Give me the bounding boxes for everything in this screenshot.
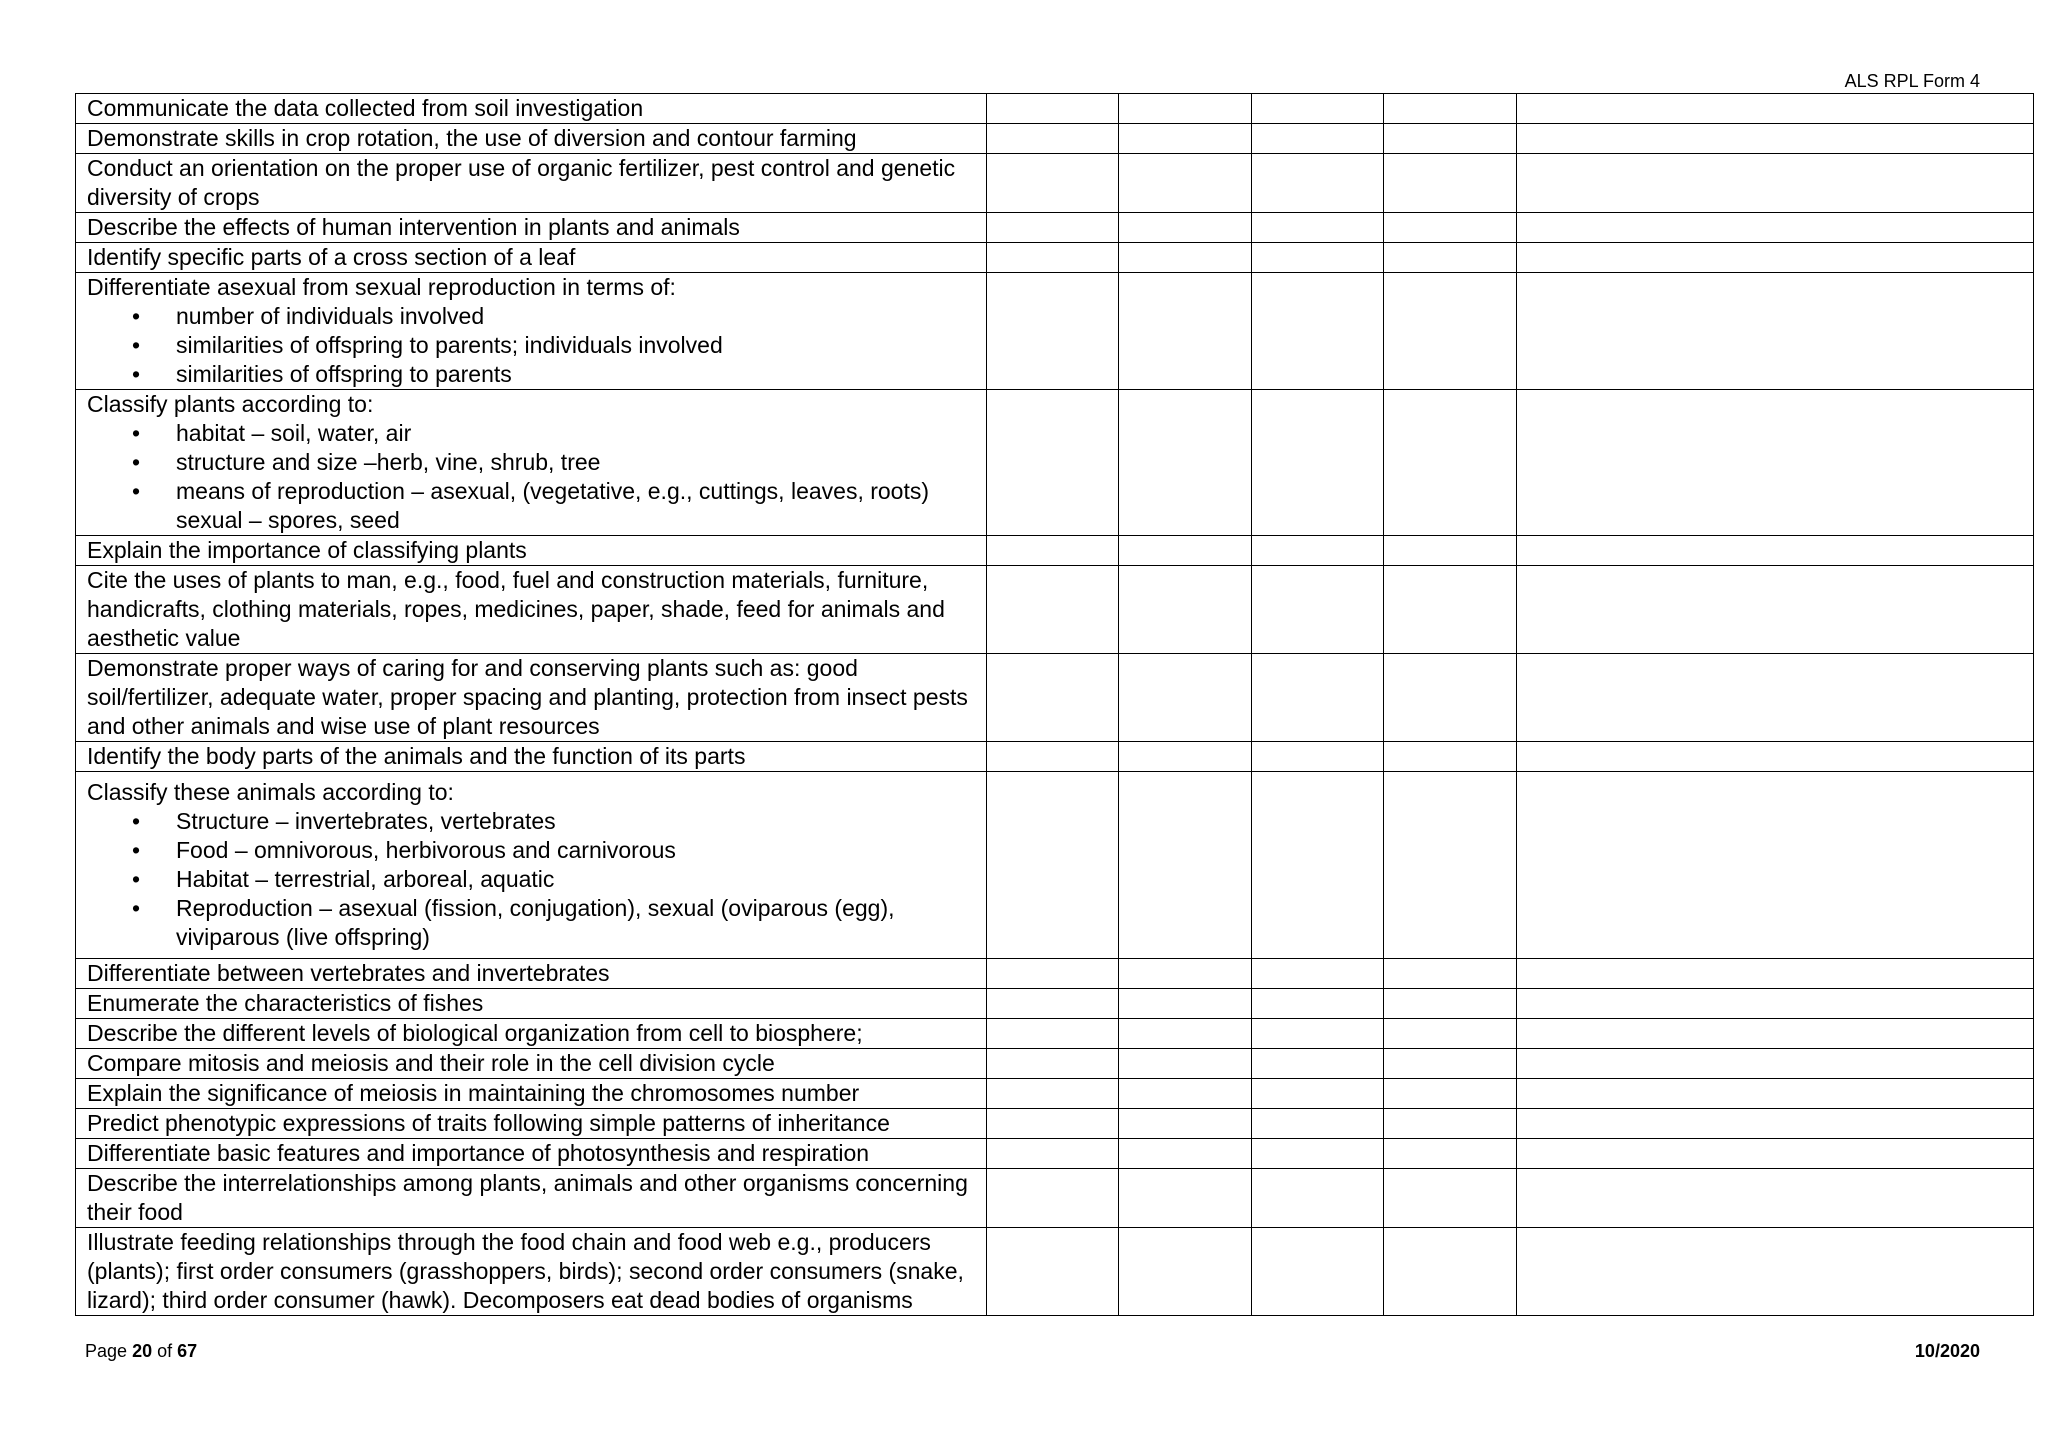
rating-cell: [987, 536, 1119, 566]
rating-cell: [1517, 772, 2034, 959]
rating-cell: [1384, 1139, 1517, 1169]
rating-cell: [1252, 243, 1384, 273]
rating-cell: [1517, 1049, 2034, 1079]
rating-cell: [1517, 1169, 2034, 1228]
competency-text: Differentiate asexual from sexual reproduction in terms of:: [87, 274, 676, 300]
competency-text: Describe the different levels of biological organization from cell to biosphere;: [87, 1020, 863, 1046]
bullet-list: [87, 302, 976, 389]
rating-cell: [1119, 273, 1252, 390]
competency-text: Describe the effects of human intervention in plants and animals: [87, 214, 740, 240]
rating-cell: [1119, 1049, 1252, 1079]
rating-cell: [1384, 213, 1517, 243]
rating-cell: [1119, 742, 1252, 772]
rating-cell: [987, 390, 1119, 536]
bullet-item: • number of individuals involved: [176, 302, 976, 331]
rating-cell: [1119, 1019, 1252, 1049]
rating-cell: [1252, 1169, 1384, 1228]
table-row: [76, 154, 2034, 213]
competency-cell: [76, 654, 987, 742]
rating-cell: [1119, 654, 1252, 742]
rating-cell: [1119, 1228, 1252, 1316]
table-row: [76, 213, 2034, 243]
rating-cell: [987, 1109, 1119, 1139]
bullet-list: [87, 807, 976, 952]
table-row: [76, 536, 2034, 566]
rating-cell: [1517, 959, 2034, 989]
competency-cell: [76, 1049, 987, 1079]
competency-cell: [76, 1109, 987, 1139]
rating-cell: [987, 989, 1119, 1019]
rating-cell: [1252, 390, 1384, 536]
bullet-item: • Reproduction – asexual (fission, conjugation), sexual (oviparous (egg), viviparous (live offspring): [176, 894, 976, 952]
rating-cell: [987, 243, 1119, 273]
competency-cell: [76, 772, 987, 959]
rating-cell: [1252, 742, 1384, 772]
rating-cell: [1384, 94, 1517, 124]
competency-text: Demonstrate proper ways of caring for and conserving plants such as: good soil/fertilizer, adequate water, proper spacing and planting, protection from insect pests and other animals and wise use of plant resources: [87, 655, 968, 739]
rating-cell: [1252, 1079, 1384, 1109]
rating-cell: [1252, 1228, 1384, 1316]
competency-cell: [76, 94, 987, 124]
competency-cell: [76, 1228, 987, 1316]
rating-cell: [1384, 566, 1517, 654]
competency-text: Classify plants according to:: [87, 391, 374, 417]
bullet-item: • habitat – soil, water, air: [176, 419, 976, 448]
rating-cell: [1517, 273, 2034, 390]
rating-cell: [1252, 273, 1384, 390]
rating-cell: [1384, 1079, 1517, 1109]
rating-cell: [1119, 390, 1252, 536]
competency-cell: [76, 213, 987, 243]
table-row: [76, 989, 2034, 1019]
table-row: [76, 1169, 2034, 1228]
table-row: [76, 243, 2034, 273]
bullet-item: • similarities of offspring to parents; individuals involved: [176, 331, 976, 360]
competency-cell: [76, 154, 987, 213]
competency-text: Explain the importance of classifying plants: [87, 537, 527, 563]
bullet-item: • Habitat – terrestrial, arboreal, aquatic: [176, 865, 976, 894]
table-row: [76, 959, 2034, 989]
table-row: [76, 1049, 2034, 1079]
rating-cell: [1252, 124, 1384, 154]
competency-cell: [76, 989, 987, 1019]
rating-cell: [1119, 1109, 1252, 1139]
competency-text: Predict phenotypic expressions of traits following simple patterns of inheritance: [87, 1110, 890, 1136]
rating-cell: [987, 1169, 1119, 1228]
competency-text: Identify specific parts of a cross section of a leaf: [87, 244, 576, 270]
bullet-item: • means of reproduction – asexual, (vegetative, e.g., cuttings, leaves, roots) sexual – spores, seed: [176, 477, 976, 535]
competency-cell: [76, 1079, 987, 1109]
rating-cell: [1252, 94, 1384, 124]
competency-table: [75, 93, 2034, 1316]
rating-cell: [987, 772, 1119, 959]
rating-cell: [987, 213, 1119, 243]
rating-cell: [1517, 1079, 2034, 1109]
rating-cell: [1252, 213, 1384, 243]
competency-text: Differentiate between vertebrates and invertebrates: [87, 960, 610, 986]
table-row: [76, 390, 2034, 536]
competency-cell: [76, 1169, 987, 1228]
rating-cell: [987, 566, 1119, 654]
rating-cell: [1252, 1049, 1384, 1079]
competency-cell: [76, 124, 987, 154]
rating-cell: [1517, 1139, 2034, 1169]
competency-text: Demonstrate skills in crop rotation, the use of diversion and contour farming: [87, 125, 857, 151]
competency-cell: [76, 243, 987, 273]
rating-cell: [1384, 390, 1517, 536]
rating-cell: [1252, 654, 1384, 742]
rating-cell: [1384, 1049, 1517, 1079]
rating-cell: [1252, 1109, 1384, 1139]
rating-cell: [1119, 566, 1252, 654]
table-row: [76, 1139, 2034, 1169]
competency-cell: [76, 566, 987, 654]
form-label: ALS RPL Form 4: [1844, 71, 1980, 91]
competency-text: Classify these animals according to:: [87, 779, 454, 805]
rating-cell: [1384, 273, 1517, 390]
rating-cell: [1517, 94, 2034, 124]
competency-text: Communicate the data collected from soil investigation: [87, 95, 644, 121]
bullet-item: • structure and size –herb, vine, shrub, tree: [176, 448, 976, 477]
competency-text: Cite the uses of plants to man, e.g., food, fuel and construction materials, furniture, handicrafts, clothing materials, ropes, medicines, paper, shade, feed for animals and aesthetic value: [87, 567, 945, 651]
rating-cell: [987, 154, 1119, 213]
table-row: [76, 772, 2034, 959]
rating-cell: [1119, 154, 1252, 213]
table-row: [76, 566, 2034, 654]
rating-cell: [1384, 1169, 1517, 1228]
competency-cell: [76, 273, 987, 390]
rating-cell: [1119, 772, 1252, 959]
rating-cell: [1252, 536, 1384, 566]
table-row: [76, 1228, 2034, 1316]
competency-text: Illustrate feeding relationships through the food chain and food web e.g., producers (plants); first order consumers (grasshoppers, birds); second order consumers (snake, lizard); third order consumer (hawk). Decomposers eat dead bodies of organisms: [87, 1229, 964, 1313]
rating-cell: [1252, 154, 1384, 213]
bullet-item: • Structure – invertebrates, vertebrates: [176, 807, 976, 836]
rating-cell: [1384, 536, 1517, 566]
competency-cell: [76, 1019, 987, 1049]
rating-cell: [1252, 772, 1384, 959]
rating-cell: [1384, 1109, 1517, 1139]
rating-cell: [1384, 654, 1517, 742]
bullet-item: • similarities of offspring to parents: [176, 360, 976, 389]
table-row: [76, 1109, 2034, 1139]
rating-cell: [987, 959, 1119, 989]
competency-table-body: [76, 94, 2034, 1316]
rating-cell: [1252, 959, 1384, 989]
rating-cell: [1384, 1228, 1517, 1316]
table-row: [76, 742, 2034, 772]
rating-cell: [1517, 989, 2034, 1019]
table-row: [76, 124, 2034, 154]
rating-cell: [1252, 566, 1384, 654]
table-row: [76, 1019, 2034, 1049]
bullet-list: [87, 419, 976, 535]
competency-text: Compare mitosis and meiosis and their role in the cell division cycle: [87, 1050, 775, 1076]
table-row: [76, 654, 2034, 742]
page-of: of: [157, 1341, 173, 1361]
rating-cell: [1517, 742, 2034, 772]
competency-text: Describe the interrelationships among plants, animals and other organisms concerning their food: [87, 1170, 968, 1225]
rating-cell: [987, 1019, 1119, 1049]
rating-cell: [1384, 772, 1517, 959]
rating-cell: [987, 124, 1119, 154]
bullet-item: • Food – omnivorous, herbivorous and carnivorous: [176, 836, 976, 865]
rating-cell: [1384, 154, 1517, 213]
rating-cell: [1517, 536, 2034, 566]
competency-text: Enumerate the characteristics of fishes: [87, 990, 484, 1016]
rating-cell: [1517, 243, 2034, 273]
rating-cell: [1384, 124, 1517, 154]
revision-date: 10/2020: [1914, 1341, 1980, 1361]
rating-cell: [1119, 213, 1252, 243]
table-row: [76, 1079, 2034, 1109]
competency-text: Explain the significance of meiosis in maintaining the chromosomes number: [87, 1080, 860, 1106]
competency-cell: [76, 536, 987, 566]
rating-cell: [1517, 1228, 2034, 1316]
rating-cell: [987, 1139, 1119, 1169]
competency-cell: [76, 959, 987, 989]
rating-cell: [1384, 243, 1517, 273]
rating-cell: [1119, 536, 1252, 566]
rating-cell: [987, 94, 1119, 124]
rating-cell: [1119, 989, 1252, 1019]
competency-text: Conduct an orientation on the proper use of organic fertilizer, pest control and genetic diversity of crops: [87, 155, 956, 210]
rating-cell: [1517, 124, 2034, 154]
rating-cell: [1119, 94, 1252, 124]
rating-cell: [1119, 1139, 1252, 1169]
page-prefix: Page: [85, 1341, 128, 1361]
rating-cell: [1252, 989, 1384, 1019]
competency-text: Identify the body parts of the animals and the function of its parts: [87, 743, 746, 769]
rating-cell: [1119, 959, 1252, 989]
rating-cell: [1384, 959, 1517, 989]
rating-cell: [1252, 1019, 1384, 1049]
rating-cell: [1119, 243, 1252, 273]
rating-cell: [1384, 1019, 1517, 1049]
rating-cell: [987, 654, 1119, 742]
rating-cell: [987, 1049, 1119, 1079]
rating-cell: [1384, 742, 1517, 772]
rating-cell: [1517, 154, 2034, 213]
current-page: 20: [132, 1341, 153, 1361]
total-pages: 67: [177, 1341, 198, 1361]
rating-cell: [1517, 654, 2034, 742]
rating-cell: [987, 273, 1119, 390]
rating-cell: [1517, 1109, 2034, 1139]
rating-cell: [1119, 124, 1252, 154]
rating-cell: [1517, 1019, 2034, 1049]
rating-cell: [987, 1079, 1119, 1109]
table-row: [76, 273, 2034, 390]
rating-cell: [1517, 213, 2034, 243]
rating-cell: [987, 1228, 1119, 1316]
rating-cell: [1517, 390, 2034, 536]
competency-cell: [76, 742, 987, 772]
rating-cell: [1517, 566, 2034, 654]
page-number: [85, 1340, 197, 1362]
competency-cell: [76, 390, 987, 536]
rating-cell: [987, 742, 1119, 772]
competency-text: Differentiate basic features and importance of photosynthesis and respiration: [87, 1140, 870, 1166]
rating-cell: [1119, 1169, 1252, 1228]
competency-cell: [76, 1139, 987, 1169]
rating-cell: [1119, 1079, 1252, 1109]
table-row: [76, 94, 2034, 124]
rating-cell: [1384, 989, 1517, 1019]
rating-cell: [1252, 1139, 1384, 1169]
